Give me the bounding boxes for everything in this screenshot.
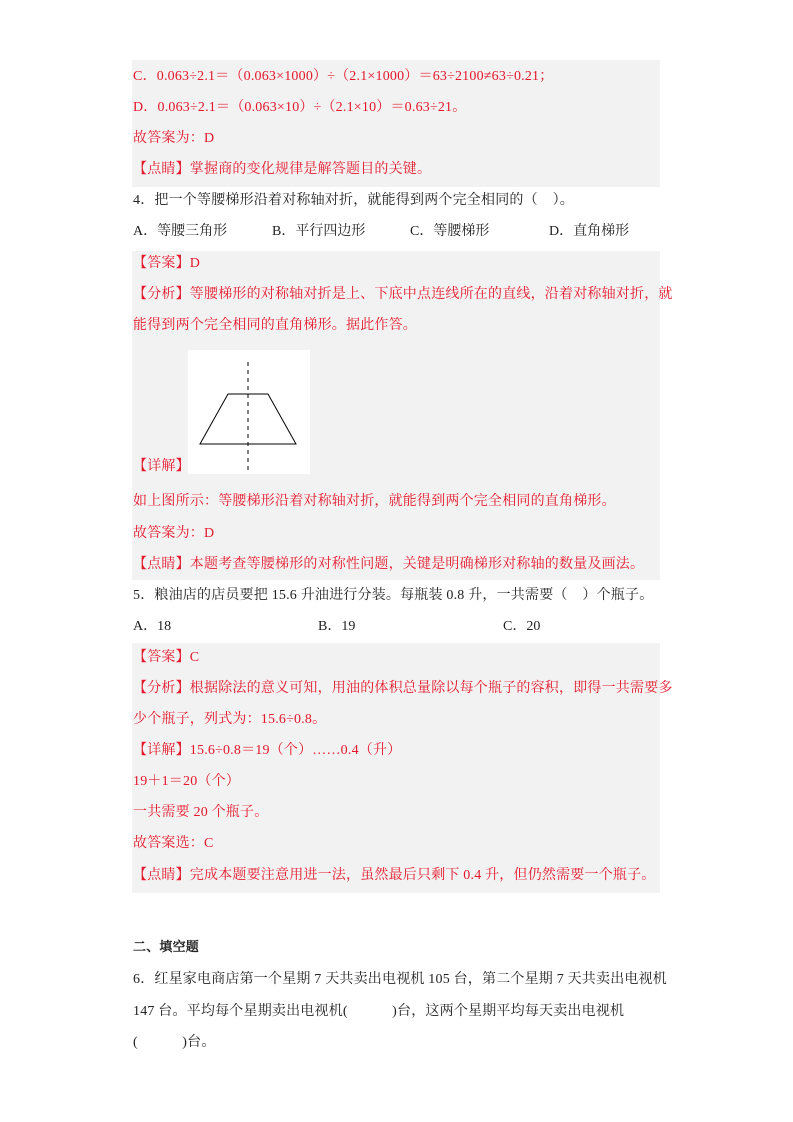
q5-stem: 5．粮油店的店员要把 15.6 升油进行分装。每瓶装 0.8 升，一共需要（ ）个瓶子。	[133, 588, 654, 603]
q5-detail-line3: 一共需要 20 个瓶子。	[133, 805, 269, 820]
q5-option-c: C．20	[503, 619, 541, 634]
q5-conclusion: 故答案选：C	[133, 836, 214, 851]
q4-note: 【点睛】本题考查等腰梯形的对称性问题，关键是明确梯形对称轴的数量及画法。	[133, 557, 645, 572]
q5-note: 【点睛】完成本题要注意用进一法，虽然最后只剩下 0.4 升，但仍然需要一个瓶子。	[133, 868, 656, 883]
q3-conclusion: 故答案为：D	[133, 131, 215, 146]
q4-option-c: C．等腰梯形	[410, 224, 490, 239]
q4-analysis-line2: 能得到两个完全相同的直角梯形。据此作答。	[133, 318, 417, 333]
q6-stem-line3: ( )台。	[133, 1035, 216, 1050]
q4-analysis-line1: 【分析】等腰梯形的对称轴对折是上、下底中点连线所在的直线，沿着对称轴对折，就	[133, 287, 673, 302]
q3-note: 【点睛】掌握商的变化规律是解答题目的关键。	[133, 162, 432, 177]
isosceles-trapezoid-diagram	[188, 350, 310, 474]
q4-conclusion: 故答案为：D	[133, 526, 215, 541]
q5-option-a: A．18	[133, 619, 172, 634]
q5-analysis-line1: 【分析】根据除法的意义可知，用油的体积总量除以每个瓶子的容积，即得一共需要多	[133, 681, 673, 696]
q4-stem: 4．把一个等腰梯形沿着对称轴对折，就能得到两个完全相同的（ ）。	[133, 193, 574, 208]
q4-detail: 如上图所示：等腰梯形沿着对称轴对折，就能得到两个完全相同的直角梯形。	[133, 494, 616, 509]
q5-detail-line1: 【详解】15.6÷0.8＝19（个）……0.4（升）	[133, 743, 402, 758]
trapezoid-figure	[188, 350, 310, 474]
q4-option-d: D．直角梯形	[549, 224, 630, 239]
q4-answer: 【答案】D	[133, 256, 201, 271]
q3-option-d-explanation: D．0.063÷2.1＝（0.063×10）÷（2.1×10）＝0.63÷21。	[133, 100, 467, 115]
section-title-fill-in: 二、填空题	[133, 940, 200, 955]
q5-detail-line2: 19＋1＝20（个）	[133, 774, 240, 789]
q4-detail-label: 【详解】	[133, 459, 190, 474]
q6-stem-line1: 6．红星家电商店第一个星期 7 天共卖出电视机 105 台，第二个星期 7 天共卖出电视机	[133, 972, 667, 987]
q5-analysis-line2: 少个瓶子，列式为：15.6÷0.8。	[133, 712, 327, 727]
q4-option-a: A．等腰三角形	[133, 224, 228, 239]
q3-option-c-explanation: C．0.063÷2.1＝（0.063×1000）÷（2.1×1000）＝63÷2100≠63÷0.21；	[133, 69, 554, 84]
q6-stem-line2: 147 台。平均每个星期卖出电视机( )台，这两个星期平均每天卖出电视机	[133, 1004, 625, 1019]
q4-option-b: B．平行四边形	[272, 224, 366, 239]
q5-option-b: B．19	[318, 619, 356, 634]
q5-answer: 【答案】C	[133, 650, 200, 665]
